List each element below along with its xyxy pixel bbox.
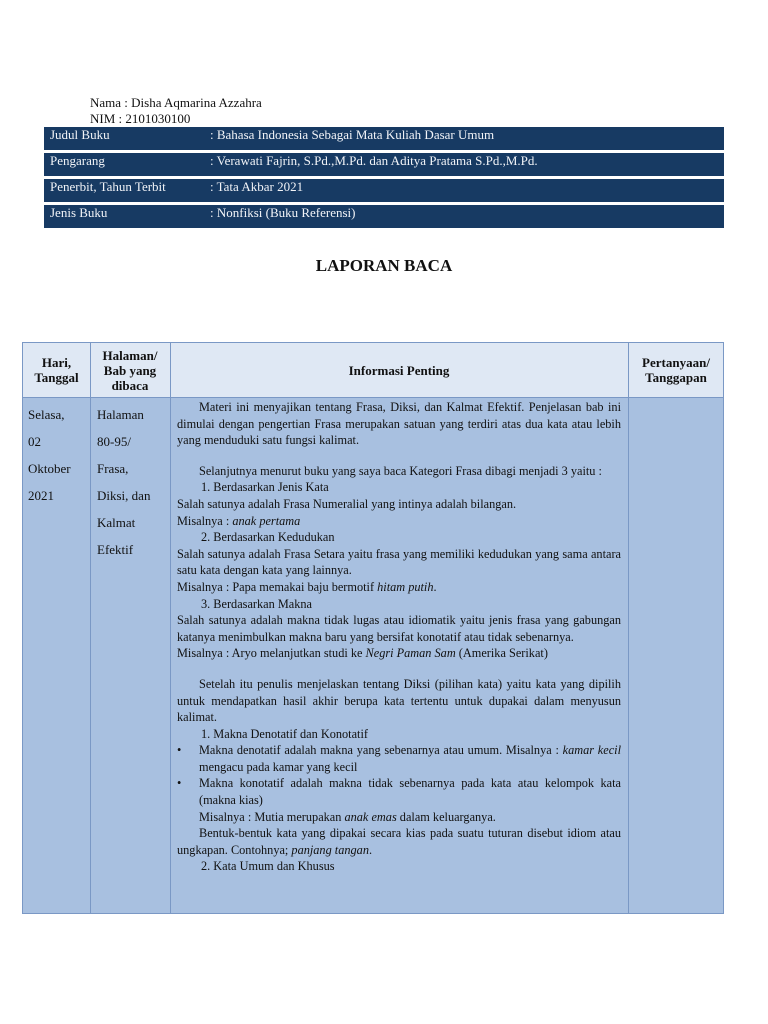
book-info-value: : Bahasa Indonesia Sebagai Mata Kuliah Dasar Umum xyxy=(204,127,724,152)
book-info-label: Penerbit, Tahun Terbit xyxy=(44,178,204,204)
book-info-label: Jenis Buku xyxy=(44,204,204,229)
page-line: 80-95/ xyxy=(97,434,131,449)
report-title: LAPORAN BACA xyxy=(315,256,453,275)
book-info-value: : Verawati Fajrin, S.Pd.,M.Pd. dan Aditya Pratama S.Pd.,M.Pd. xyxy=(204,152,724,178)
header-page: Halaman/ Bab yang dibaca xyxy=(102,347,158,393)
day-line: 02 xyxy=(28,434,41,449)
day-line: Selasa, xyxy=(28,407,65,422)
cell-info xyxy=(177,399,621,875)
book-info-row xyxy=(44,178,724,204)
page-line: Kalmat xyxy=(97,515,136,530)
page-line: Diksi, dan xyxy=(97,488,151,503)
book-info-value: : Tata Akbar 2021 xyxy=(204,178,724,204)
day-line: 2021 xyxy=(28,488,54,503)
info-paragraph: Setelah itu penulis menjelaskan tentang Diksi (pilihan kata) yaitu kata yang dipilih untuk mendapatkan hasil akhir berupa kata tertentu untuk dupakai dalam menyusun kalimat. xyxy=(177,676,621,725)
bullet-item: • Makna denotatif adalah makna yang sebenarnya atau umum. Misalnya : kamar kecil mengacu pada kamar yang kecil xyxy=(177,742,621,775)
day-line: Oktober xyxy=(28,461,71,476)
info-example: Misalnya : Aryo melanjutkan studi ke Negri Paman Sam (Amerika Serikat) xyxy=(177,646,548,661)
info-example: Misalnya : Papa memakai baju bermotif hitam putih. xyxy=(177,579,437,594)
info-example: Misalnya : anak pertama xyxy=(177,513,301,528)
frasa-category-title: 2. Berdasarkan Kedudukan xyxy=(201,530,335,545)
frasa-category-title: 3. Berdasarkan Makna xyxy=(201,596,312,611)
reading-report-table xyxy=(22,342,724,914)
cell-page xyxy=(97,401,163,563)
header-day: Hari, Tanggal xyxy=(34,355,79,385)
book-info-table xyxy=(44,127,724,228)
book-info-value: : Nonfiksi (Buku Referensi) xyxy=(204,204,724,229)
info-paragraph: Bentuk-bentuk kata yang dipakai secara kias pada suatu tuturan disebut idiom atau ungkapan. Contohnya; panjang tangan. xyxy=(177,826,621,857)
book-info-label: Pengarang xyxy=(44,152,204,178)
cell-day xyxy=(28,401,88,509)
book-info-row xyxy=(44,152,724,178)
frasa-category-title: 1. Berdasarkan Jenis Kata xyxy=(201,480,329,495)
book-info-label: Judul Buku xyxy=(44,127,204,152)
page-line: Efektif xyxy=(97,542,134,557)
student-name: Nama : Disha Aqmarina Azzahra xyxy=(90,95,262,110)
student-nim: NIM : 2101030100 xyxy=(90,111,191,126)
info-example: Misalnya : Mutia merupakan anak emas dalam keluarganya. xyxy=(199,809,496,824)
header-response: Pertanyaan/ Tanggapan xyxy=(642,355,710,385)
bullet-item: • Makna konotatif adalah makna tidak sebenarnya pada kata atau kelompok kata (makna kias) xyxy=(177,775,621,808)
page-line: Frasa, xyxy=(97,461,129,476)
book-info-row xyxy=(44,127,724,152)
info-text: Salah satunya adalah makna tidak lugas atau idiomatik yaitu jenis frasa yang gabungan katanya menimbulkan makna baru yang bersifat konotatif atau tidak sebenarnya. xyxy=(177,613,621,644)
info-text: Salah satunya adalah Frasa Setara yaitu frasa yang memiliki kedudukan yang sama antara satu kata dengan kata yang lainnya. xyxy=(177,546,621,578)
diksi-category-title: 1. Makna Denotatif dan Konotatif xyxy=(201,726,368,741)
page-line: Halaman xyxy=(97,407,144,422)
info-paragraph: Selanjutnya menurut buku yang saya baca Kategori Frasa dibagi menjadi 3 yaitu : xyxy=(199,463,602,478)
info-text: Salah satunya adalah Frasa Numeralial yang intinya adalah bilangan. xyxy=(177,496,517,511)
info-paragraph: Materi ini menyajikan tentang Frasa, Diksi, dan Kalmat Efektif. Penjelasan bab ini dimulai dengan pengertian Frasa merupakan satuan yang terdiri atas dua kata atau lebih yang menduduki satu fungsi kalimat. xyxy=(177,400,621,448)
diksi-category-title: 2. Kata Umum dan Khusus xyxy=(201,859,335,874)
header-info: Informasi Penting xyxy=(348,362,450,378)
book-info-row xyxy=(44,204,724,229)
